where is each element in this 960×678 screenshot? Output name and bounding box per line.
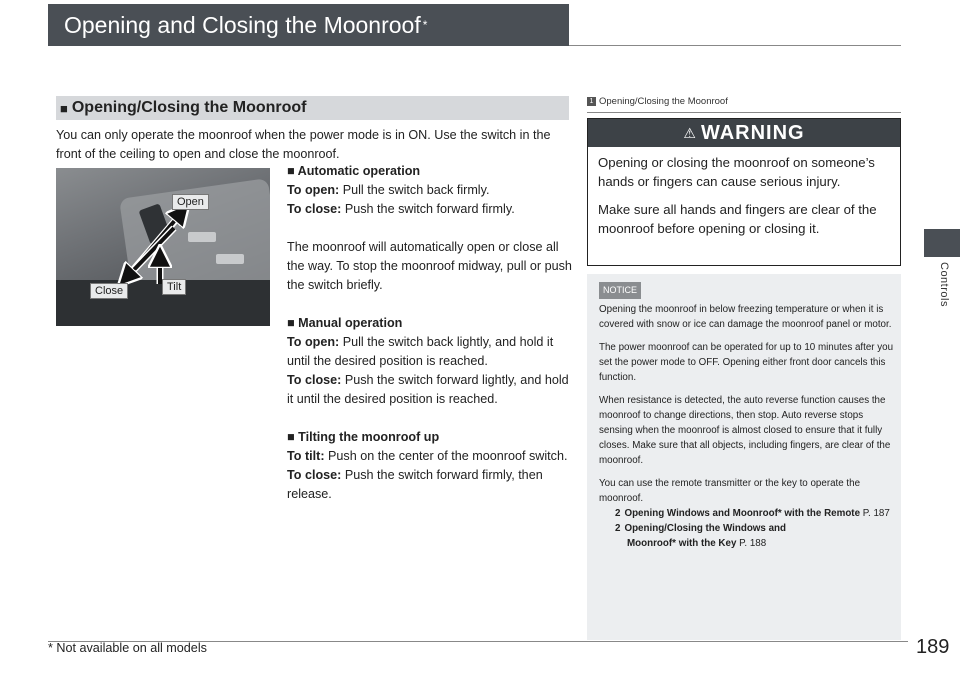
reference-rule (587, 112, 901, 113)
warning-body (588, 147, 900, 238)
tilt-up (287, 447, 572, 466)
manual-open (287, 333, 572, 371)
auto-close (287, 200, 572, 219)
xref-arrow-icon: 2 (615, 523, 621, 534)
xref1-page: P. 187 (860, 508, 890, 519)
warning-header (588, 119, 900, 147)
xref2-title-c: * with the Key (672, 538, 737, 549)
reference-heading (587, 96, 901, 107)
note-p2: The power moonroof can be operated for up to 10 minutes after you set the power mode to OFF. Opening either front door cancels this function. (599, 342, 894, 383)
reference-icon: 1 (587, 97, 596, 106)
auto-open (287, 181, 572, 200)
xref2-title-a: Opening/Closing the Windows and (624, 523, 787, 534)
title-asterisk: * (422, 18, 428, 32)
warning-p1: Opening or closing the moonroof on someone’s hands or fingers can cause serious injury. (598, 155, 875, 189)
xref1-title-b: * with the Remote (777, 508, 861, 519)
label-tilt: Tilt (162, 279, 186, 295)
auto-open-text: Pull the switch back firmly. (339, 183, 490, 197)
intro-text: You can only operate the moonroof when the power mode is in ON. Use the switch in the front of the ceiling to open and close the moonroof. (56, 128, 551, 161)
tilt-close (287, 466, 572, 504)
xref2-page: P. 188 (736, 538, 767, 549)
xref-arrow-icon: 2 (615, 508, 621, 519)
manual-heading: ■ Manual operation (287, 316, 403, 330)
page-title: Opening and Closing the Moonroof (64, 11, 421, 38)
title-rule (569, 45, 901, 46)
warning-p2: Make sure all hands and fingers are clear of the moonroof before opening or closing it. (598, 202, 877, 236)
note-p3: When resistance is detected, the auto reverse function causes the moonroof to change directions, then stop. Auto reverse stops sensing when the moonroof is almost closed to ensure that it fully closes. Make sure that all objects, including fingers, are clear of the moonroof. (599, 395, 891, 466)
close-arrow-core (126, 228, 174, 278)
note-p4: You can use the remote transmitter or the key to operate the moonroof. (599, 478, 861, 504)
xref-key[interactable] (599, 521, 895, 551)
tilt-label: To tilt: (287, 449, 325, 463)
notes-panel (587, 274, 901, 640)
tilt-text: Push on the center of the moonroof switch. (324, 449, 568, 463)
reference-title: Opening/Closing the Moonroof (599, 96, 728, 107)
warning-heading: WARNING (700, 121, 805, 144)
xref2-title-b: Moonroof (627, 538, 673, 549)
manual-open-label: To open: (287, 335, 340, 349)
notice-badge: NOTICE (599, 282, 641, 299)
xref-remote[interactable] (599, 506, 895, 521)
xref1-title-a: Opening Windows and Moonroof (624, 508, 778, 519)
auto-close-label: To close: (287, 202, 342, 216)
direction-arrows (56, 168, 270, 326)
manual-close-text: Push the switch forward lightly, and hold it until the desired position is reached. (287, 373, 569, 406)
manual-close-label: To close: (287, 373, 342, 387)
section-heading-text: Opening/Closing the Moonroof (71, 99, 307, 116)
instructions-column (287, 162, 572, 504)
auto-open-label: To open: (287, 183, 340, 197)
auto-heading: ■ Automatic operation (287, 164, 421, 178)
tilt-heading: ■ Tilting the moonroof up (287, 430, 440, 444)
tilt-close-label: To close: (287, 468, 342, 482)
footnote: * Not available on all models (48, 641, 207, 655)
chapter-label: Controls (938, 262, 950, 307)
chapter-tab (924, 229, 960, 257)
manual-open-text: Pull the switch back lightly, and hold it until the desired position is reached. (287, 335, 554, 368)
auto-close-text: Push the switch forward firmly. (341, 202, 515, 216)
warning-box (587, 118, 901, 266)
notice-text: Opening the moonroof in below freezing temperature or when it is covered with snow or ice can damage the moonroof panel or motor. (599, 304, 892, 330)
page-title-bar (48, 4, 569, 46)
reference-column (587, 96, 901, 113)
warning-icon: ⚠ (683, 124, 697, 141)
section-heading (56, 96, 569, 120)
page-number: 189 (916, 636, 950, 658)
tilt-close-text: Push the switch forward firmly, then release. (287, 468, 543, 501)
auto-note: The moonroof will automatically open or close all the way. To stop the moonroof midway, pull or push the switch briefly. (287, 240, 572, 292)
notes-content (599, 282, 895, 551)
section-marker: ■ (60, 100, 68, 116)
label-close: Close (90, 283, 128, 299)
label-open: Open (172, 194, 209, 210)
manual-close (287, 371, 572, 409)
